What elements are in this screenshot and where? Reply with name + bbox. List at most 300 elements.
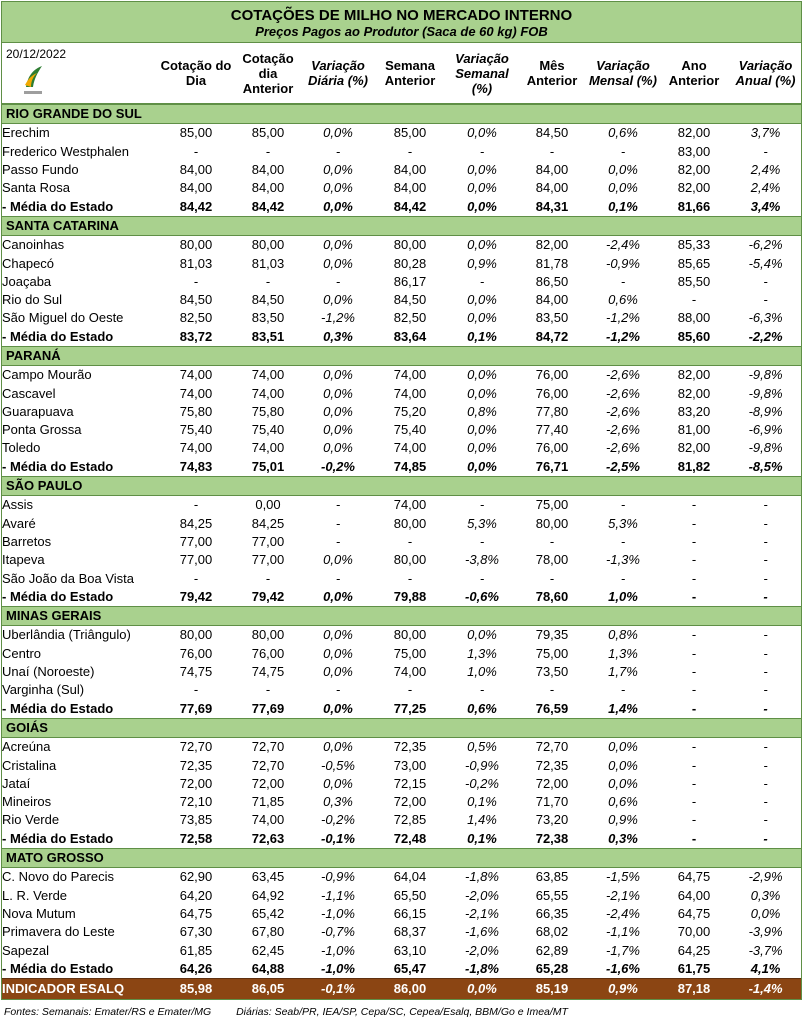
state-name: SÃO PAULO [2,476,801,495]
price-cell: -3,9% [748,924,783,940]
price-cell: - [691,700,697,716]
price-cell: 65,28 [535,960,569,976]
location-name: São Miguel do Oeste [2,310,124,326]
price-cell: 72,70 [251,739,285,755]
price-cell: 0,0% [467,198,497,214]
price-cell: 0,0% [323,700,353,716]
price-cell: 84,50 [535,125,569,141]
price-cell: 0,0% [323,125,353,141]
price-cell: 0,6% [608,794,638,810]
price-cell: -6,9% [748,422,783,438]
location-name: Canoinhas [2,237,65,253]
price-cell: 0,0% [323,552,353,568]
price-cell: 84,00 [535,292,569,308]
price-cell: -1,1% [321,887,355,903]
column-header: Ano Anterior [668,58,720,88]
price-cell: 77,80 [535,403,569,419]
price-cell: 0,0% [323,645,353,661]
price-cell: - [763,645,768,661]
price-cell: 62,89 [535,942,569,958]
price-cell: 81,82 [677,458,711,474]
price-cell: 0,0% [323,237,353,253]
price-cell: -2,6% [606,367,640,383]
table-row [2,403,801,421]
price-cell: 72,48 [393,830,427,846]
location-name: Primavera do Leste [2,924,115,940]
price-cell: 84,31 [535,198,569,214]
price-cell: - [763,273,768,289]
price-cell: 64,25 [677,942,711,958]
price-cell: -9,8% [748,440,783,456]
price-cell: - [479,273,485,289]
table-row [2,533,801,551]
price-cell: 64,88 [251,960,285,976]
price-cell: 0,0% [608,775,638,791]
price-cell: 2,4% [750,162,781,178]
price-cell: 75,40 [393,422,427,438]
price-cell: - [407,533,413,549]
price-cell: -1,8% [465,869,499,885]
state-name: SANTA CATARINA [2,216,801,235]
price-cell: 77,00 [251,533,285,549]
price-cell: -0,9% [606,255,640,271]
price-cell: 78,60 [535,588,569,604]
price-cell: 84,00 [535,180,569,196]
price-cell: - [763,775,768,791]
price-cell: 0,0% [323,180,353,196]
location-name: Chapecó [2,255,55,271]
price-cell: -1,3% [606,552,640,568]
price-cell: 3,4% [750,198,781,214]
column-header: Variação Anual (%) [735,58,796,88]
title-bar [2,2,801,43]
table-row [2,496,801,515]
price-cell: 73,85 [179,812,213,828]
price-cell: 0,0% [323,627,353,643]
state-section-header [2,848,801,867]
state-section-header [2,216,801,235]
price-cell: -2,6% [606,440,640,456]
table-row [2,291,801,309]
price-cell: 0,3% [750,887,781,903]
price-cell: 84,50 [251,292,285,308]
price-cell: 65,42 [251,905,285,921]
price-cell: 84,50 [179,292,213,308]
price-cell: 0,8% [608,627,638,643]
table-row [2,681,801,699]
price-cell: 0,0% [608,162,638,178]
state-average-row [2,700,801,719]
price-cell: 84,42 [251,198,285,214]
price-cell: -5,4% [748,255,783,271]
table-row [2,384,801,402]
price-cell: 68,02 [535,924,569,940]
price-cell: - [691,292,697,308]
table-row [2,179,801,197]
price-cell: -2,2% [748,328,783,344]
price-cell: - [407,570,413,586]
price-cell: 82,00 [677,125,711,141]
price-cell: -1,4% [730,978,801,999]
price-cell: - [193,682,199,698]
location-name: - Média do Estado [2,960,114,976]
price-cell: 72,35 [535,757,569,773]
price-cell: 77,69 [179,700,213,716]
price-cell: -2,1% [465,905,499,921]
price-cell: - [620,143,626,159]
price-cell: 82,00 [677,385,711,401]
price-cell: 65,50 [393,887,427,903]
price-cell: 81,03 [251,255,285,271]
price-cell: 64,00 [677,887,711,903]
table-row [2,366,801,385]
price-cell: - [691,645,697,661]
price-cell: 72,35 [393,739,427,755]
state-name: GOIÁS [2,718,801,737]
state-average-row [2,588,801,607]
table-row [2,886,801,904]
price-cell: 86,50 [535,273,569,289]
price-cell: 76,59 [535,700,569,716]
price-cell: - [763,143,768,159]
price-cell: - [193,143,199,159]
price-cell: 1,3% [608,645,638,661]
price-cell: -6,3% [748,310,783,326]
price-cell: 0,0% [323,422,353,438]
location-name: - Média do Estado [2,588,114,604]
column-header: Variação Semanal (%) [455,50,509,96]
price-cell: 85,98 [160,978,232,999]
price-cell: 77,69 [251,700,285,716]
price-cell: - [335,682,341,698]
table-row [2,905,801,923]
price-cell: - [193,497,199,513]
location-name: INDICADOR ESALQ [2,978,160,999]
price-cell: 85,33 [677,237,711,253]
location-name: Santa Rosa [2,180,70,196]
price-cell: - [691,830,697,846]
price-cell: 0,0% [467,180,497,196]
price-cell: 0,0% [323,255,353,271]
page-subtitle: Preços Pagos ao Produtor (Saca de 60 kg) FOB [255,24,548,39]
price-cell: 0,0% [448,978,516,999]
apanac-logo-icon [22,63,44,99]
price-cell: 72,38 [535,830,569,846]
price-cell: 83,64 [393,328,427,344]
table-row [2,143,801,161]
price-cell: 66,15 [393,905,427,921]
location-name: C. Novo do Parecis [2,869,114,885]
location-name: Toledo [2,440,41,456]
price-cell: 82,50 [393,310,427,326]
price-cell: - [335,533,341,549]
price-cell: 77,00 [179,552,213,568]
price-cell: 79,42 [179,588,213,604]
price-cell: 0,0% [323,664,353,680]
price-cell: 84,00 [251,180,285,196]
table-row [2,309,801,327]
report-date: 20/12/2022 [6,47,67,61]
price-cell: 83,51 [251,328,285,344]
location-name: Passo Fundo [2,162,79,178]
price-cell: - [763,794,768,810]
price-cell: - [763,664,768,680]
price-cell: - [691,757,697,773]
table-row [2,868,801,887]
price-cell: 0,0% [467,627,497,643]
location-name: Joaçaba [2,273,52,289]
price-cell: 0,0% [467,125,497,141]
price-cell: 74,00 [179,367,213,383]
location-name: Uberlândia (Triângulo) [2,627,131,643]
price-cell: 75,00 [393,645,427,661]
state-average-row [2,830,801,849]
location-name: Jataí [2,775,31,791]
price-cell: 64,26 [179,960,213,976]
state-section-header [2,718,801,737]
location-name: Rio Verde [2,812,60,828]
price-cell: - [479,682,485,698]
price-cell: 85,50 [677,273,711,289]
quotation-table-frame [1,1,802,1000]
price-cell: 72,00 [179,775,213,791]
price-cell: 72,15 [393,775,427,791]
price-cell: 72,10 [179,794,213,810]
table-row [2,941,801,959]
price-cell: 0,0% [467,422,497,438]
column-header: Variação Mensal (%) [589,58,657,88]
price-cell: -2,0% [465,942,499,958]
price-cell: 0,0% [467,385,497,401]
state-name: MINAS GERAIS [2,607,801,626]
price-cell: 80,00 [393,552,427,568]
price-cell: - [691,627,697,643]
price-cell: - [763,757,768,773]
price-cell: 75,40 [251,422,285,438]
price-cell: 0,6% [608,125,638,141]
price-cell: 0,5% [467,739,497,755]
price-cell: - [763,533,768,549]
price-cell: 72,35 [179,757,213,773]
price-cell: 0,3% [323,794,353,810]
price-cell: 0,0% [323,385,353,401]
location-name: Campo Mourão [2,367,92,383]
price-cell: 72,00 [535,775,569,791]
price-cell: - [620,682,626,698]
price-cell: 62,45 [251,942,285,958]
price-cell: - [763,588,768,604]
price-cell: 0,0% [323,198,353,214]
price-cell: 82,50 [179,310,213,326]
price-cell: - [549,570,555,586]
price-cell: 0,0% [608,757,638,773]
price-cell: -2,6% [606,422,640,438]
price-cell: - [620,497,626,513]
column-header: Cotação do Dia [160,58,232,88]
price-cell: 81,78 [535,255,569,271]
price-cell: - [335,570,341,586]
price-cell: -0,2% [465,775,499,791]
location-name: - Média do Estado [2,830,114,846]
state-section-header [2,607,801,626]
price-cell: -1,2% [321,310,355,326]
price-cell: 64,75 [677,905,711,921]
price-cell: 65,55 [535,887,569,903]
price-cell: 85,00 [393,125,427,141]
price-cell: 0,0% [608,739,638,755]
price-cell: 82,00 [677,180,711,196]
price-cell: -3,8% [465,552,499,568]
price-cell: -8,9% [748,403,783,419]
price-cell: 87,18 [658,978,730,999]
price-cell: 85,60 [677,328,711,344]
price-cell: 64,75 [677,869,711,885]
price-cell: 76,00 [251,645,285,661]
price-cell: 64,04 [393,869,427,885]
price-cell: 0,1% [467,328,497,344]
price-cell: - [193,570,199,586]
price-cell: - [763,700,768,716]
price-cell: - [763,292,768,308]
table-row [2,515,801,533]
price-cell: 85,65 [677,255,711,271]
price-cell: - [691,497,697,513]
price-cell: 72,85 [393,812,427,828]
price-cell: - [407,143,413,159]
price-cell: 84,00 [535,162,569,178]
price-cell: 72,00 [251,775,285,791]
price-cell: - [691,794,697,810]
price-cell: -1,6% [606,960,640,976]
page-title: COTAÇÕES DE MILHO NO MERCADO INTERNO [230,7,573,24]
price-cell: 5,3% [608,515,638,531]
price-cell: - [335,273,341,289]
price-cell: -0,9% [465,757,499,773]
price-cell: 0,0% [467,310,497,326]
price-cell: -1,5% [606,869,640,885]
price-cell: 3,7% [750,125,781,141]
price-cell: 67,80 [251,924,285,940]
price-cell: 80,00 [535,515,569,531]
price-cell: 64,92 [251,887,285,903]
price-cell: 66,35 [535,905,569,921]
price-cell: 80,28 [393,255,427,271]
table-row [2,421,801,439]
price-cell: 84,00 [393,180,427,196]
table-row [2,569,801,587]
price-cell: 84,00 [251,162,285,178]
location-name: Frederico Westphalen [2,143,129,159]
table-row [2,439,801,457]
price-cell: 75,80 [251,403,285,419]
location-name: Mineiros [2,794,52,810]
table-row [2,923,801,941]
price-cell: -0,7% [321,924,355,940]
price-cell: - [691,775,697,791]
price-cell: 82,00 [535,237,569,253]
price-cell: 79,42 [251,588,285,604]
price-cell: - [620,273,626,289]
price-cell: 0,0% [323,162,353,178]
price-cell: - [691,682,697,698]
state-name: PARANÁ [2,346,801,365]
price-cell: 72,58 [179,830,213,846]
price-cell: 84,72 [535,328,569,344]
price-cell: - [763,497,768,513]
price-cell: 85,00 [251,125,285,141]
price-cell: 0,0% [467,440,497,456]
state-section-header [2,476,801,495]
price-cell: - [691,664,697,680]
price-cell: 0,00 [255,497,281,513]
price-cell: -9,8% [748,367,783,383]
table-row [2,273,801,291]
price-cell: 80,00 [393,627,427,643]
table-row [2,254,801,272]
price-cell: 86,00 [372,978,448,999]
price-cell: 0,0% [467,458,497,474]
price-cell: 68,37 [393,924,427,940]
price-cell: - [763,830,768,846]
price-cell: -0,2% [321,458,355,474]
price-cell: - [549,143,555,159]
price-cell: - [691,552,697,568]
column-header-row [2,43,801,104]
price-cell: 0,0% [323,367,353,383]
price-cell: 72,70 [535,739,569,755]
price-cell: 0,0% [323,739,353,755]
price-cell: 81,00 [677,422,711,438]
price-cell: 77,00 [179,533,213,549]
location-name: - Média do Estado [2,700,114,716]
price-cell: 84,25 [251,515,285,531]
location-name: Avaré [2,515,36,531]
price-cell: - [479,497,485,513]
price-cell: 73,20 [535,812,569,828]
price-cell: -2,5% [606,458,640,474]
price-cell: 61,75 [677,960,711,976]
price-cell: 75,20 [393,403,427,419]
price-cell: -2,4% [606,905,640,921]
price-cell: 63,45 [251,869,285,885]
price-cell: 75,00 [535,645,569,661]
quotation-table [2,104,801,999]
table-row [2,645,801,663]
location-name: Centro [2,645,42,661]
price-cell: 74,00 [179,440,213,456]
price-cell: 0,0% [323,588,353,604]
price-cell: 0,9% [608,812,638,828]
price-cell: 77,25 [393,700,427,716]
price-cell: 4,1% [750,960,781,976]
price-cell: -2,6% [606,403,640,419]
table-row [2,161,801,179]
price-cell: 0,0% [323,403,353,419]
state-name: MATO GROSSO [2,848,801,867]
price-cell: 77,40 [535,422,569,438]
price-cell: 0,0% [323,775,353,791]
price-cell: -2,9% [748,869,783,885]
price-cell: 0,0% [608,180,638,196]
footer-sources [4,1006,590,1018]
price-cell: 80,00 [393,237,427,253]
price-cell: 0,3% [323,328,353,344]
price-cell: 74,00 [251,385,285,401]
column-header: Mês Anterior [526,58,578,88]
price-cell: 0,6% [467,700,497,716]
price-cell: 74,00 [251,367,285,383]
price-cell: 0,0% [467,292,497,308]
